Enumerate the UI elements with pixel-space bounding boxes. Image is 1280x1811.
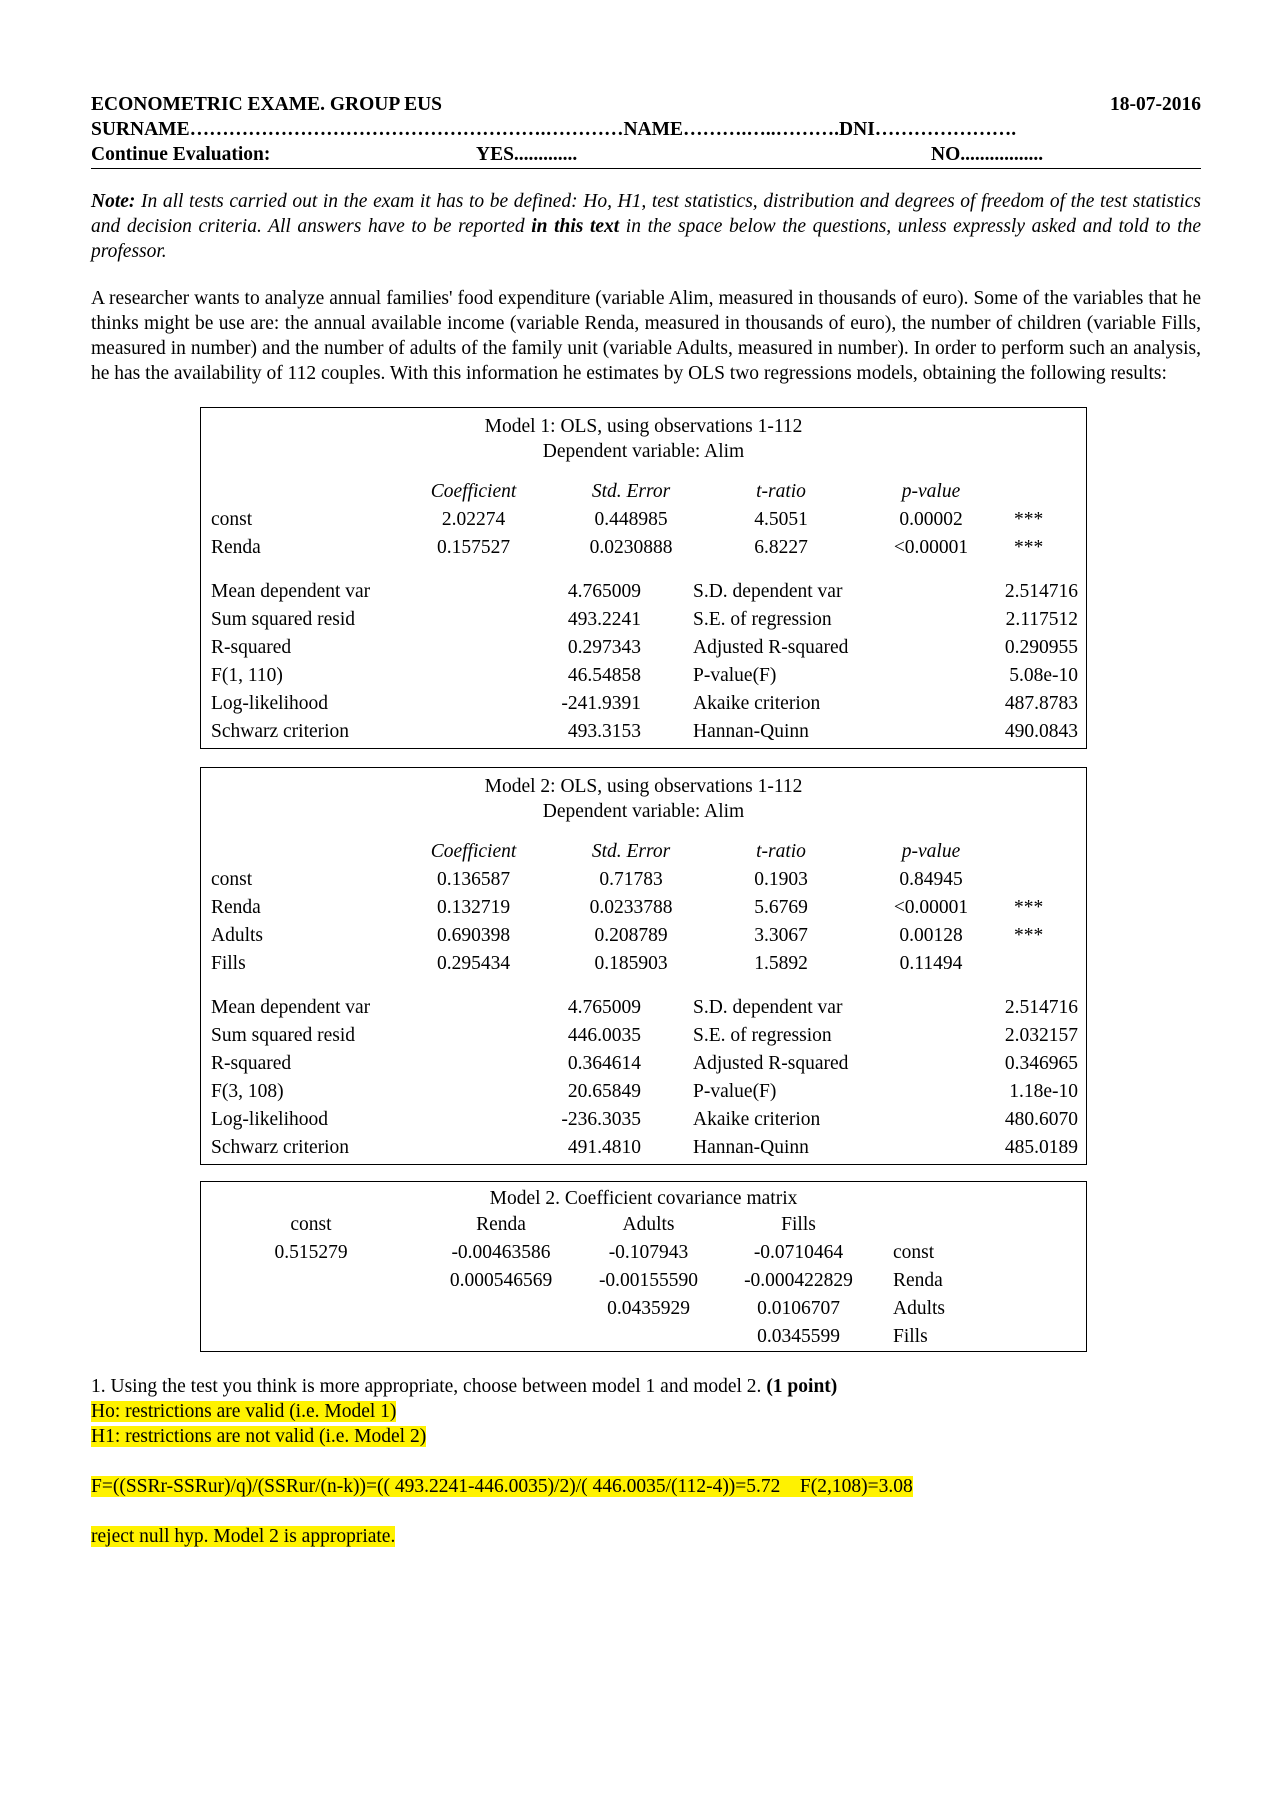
significance-stars [1006, 866, 1086, 894]
coef-header: p-value [901, 841, 961, 862]
stat-value: 5.08e-10 [1009, 665, 1078, 686]
model2-output-box [200, 767, 1087, 1165]
stat-label: Log-likelihood [211, 693, 328, 714]
model2-stats-table [201, 994, 1086, 1162]
covariance-value [581, 1323, 716, 1351]
stat-label: F(1, 110) [211, 665, 283, 686]
stat-label: S.D. dependent var [693, 581, 843, 602]
covariance-value: 0.0345599 [757, 1326, 840, 1347]
stat-value: -236.3035 [561, 1109, 641, 1130]
stat-label: Hannan-Quinn [693, 1137, 809, 1158]
stat-value: 490.0843 [1004, 721, 1078, 742]
stat-label: Hannan-Quinn [693, 721, 809, 742]
stat-value: 493.3153 [567, 721, 641, 742]
question-1 [91, 1374, 1201, 1399]
std-error-value: 0.208789 [594, 925, 668, 946]
stat-value: 4.765009 [567, 997, 641, 1018]
coefficient-value: 0.136587 [436, 869, 511, 890]
coef-header: Coefficient [430, 841, 517, 862]
stat-label: F(3, 108) [211, 1081, 284, 1102]
model2-title: Model 2: OLS, using observations 1-112 [484, 776, 803, 797]
coef-row [201, 866, 1086, 894]
covariance-matrix-box [200, 1181, 1087, 1352]
covariance-value: -0.0710464 [753, 1242, 844, 1263]
significance-stars: *** [1014, 897, 1044, 918]
coef-header: t-ratio [756, 481, 806, 502]
question-1-points: (1 point) [766, 1376, 838, 1397]
covariance-value: 0.000546569 [449, 1270, 553, 1291]
stat-value: 2.514716 [1004, 997, 1078, 1018]
question-1-text: 1. Using the test you think is more appropriate, choose between model 1 and model 2. [91, 1376, 767, 1397]
model1-output-box [200, 407, 1087, 749]
t-ratio-value: 5.6769 [754, 897, 808, 918]
stat-label: Akaike criterion [693, 693, 821, 714]
covariance-table [201, 1211, 1086, 1351]
stat-label: S.D. dependent var [693, 997, 843, 1018]
coef-header: Std. Error [591, 481, 671, 502]
answer-alt-hypothesis: H1: restrictions are not valid (i.e. Model 2) [91, 1426, 427, 1447]
std-error-value: 0.0230888 [589, 537, 673, 558]
stat-value: -241.9391 [561, 693, 641, 714]
p-value: <0.00001 [893, 537, 969, 558]
stat-label: Schwarz criterion [211, 1137, 350, 1158]
significance-stars: *** [1014, 537, 1044, 558]
note-label: Note: [91, 191, 136, 212]
covariance-row [201, 1323, 1086, 1351]
coef-header-row [201, 478, 1086, 506]
stat-label: Mean dependent var [211, 997, 371, 1018]
covariance-value [421, 1295, 581, 1323]
coef-row [201, 950, 1086, 978]
stat-value: 2.514716 [1004, 581, 1078, 602]
covariance-row [201, 1267, 1086, 1295]
stat-value: 0.364614 [567, 1053, 641, 1074]
coefficient-value: 0.690398 [436, 925, 511, 946]
answer-conclusion: reject null hyp. Model 2 is appropriate. [91, 1526, 396, 1547]
model1-dependent: Dependent variable: Alim [542, 441, 745, 462]
variable-name: Renda [211, 537, 261, 558]
variable-name: Renda [211, 897, 261, 918]
cov-header: Fills [781, 1214, 816, 1235]
t-ratio-value: 0.1903 [754, 869, 808, 890]
significance-stars: *** [1014, 509, 1044, 530]
model2-dependent: Dependent variable: Alim [542, 801, 745, 822]
p-value: 0.84945 [899, 869, 963, 890]
stat-label: Adjusted R-squared [693, 637, 849, 658]
coefficient-value: 2.02274 [441, 509, 506, 530]
stat-label: Log-likelihood [211, 1109, 328, 1130]
cov-header: const [290, 1214, 332, 1235]
stats-row [201, 994, 1086, 1022]
stat-value: 0.290955 [1004, 637, 1078, 658]
model1-stats-table [201, 578, 1086, 746]
covariance-row [201, 1239, 1086, 1267]
covariance-value: -0.00155590 [598, 1270, 699, 1291]
std-error-value: 0.448985 [594, 509, 668, 530]
model1-coef-table [201, 478, 1086, 562]
stat-label: Schwarz criterion [211, 721, 350, 742]
covariance-value: 0.515279 [274, 1242, 348, 1263]
stats-row [201, 1078, 1086, 1106]
stat-value: 20.65849 [567, 1081, 641, 1102]
exam-title-row [91, 92, 1201, 117]
stats-row [201, 718, 1086, 746]
std-error-value: 0.0233788 [589, 897, 673, 918]
exam-page [91, 92, 1201, 1549]
no-option: NO................. [931, 144, 1044, 165]
continue-evaluation-label: Continue Evaluation: [91, 144, 271, 165]
stat-value: 0.297343 [567, 637, 641, 658]
covariance-value [201, 1295, 421, 1323]
coef-header-row [201, 838, 1086, 866]
coef-header: p-value [901, 481, 961, 502]
note-emphasis: in this text [531, 216, 620, 237]
coef-header: Std. Error [591, 841, 671, 862]
cov-header: Adults [622, 1214, 675, 1235]
stat-value: 1.18e-10 [1009, 1081, 1078, 1102]
stat-label: Mean dependent var [211, 581, 371, 602]
stat-label: Akaike criterion [693, 1109, 821, 1130]
stat-label: Sum squared resid [211, 609, 356, 630]
covariance-value [421, 1323, 581, 1351]
stat-value: 493.2241 [567, 609, 641, 630]
stat-label: P-value(F) [693, 665, 777, 686]
model2-coef-table [201, 838, 1086, 978]
cov-header: Renda [476, 1214, 526, 1235]
stats-row [201, 662, 1086, 690]
p-value: 0.00002 [899, 509, 963, 530]
stat-value: 487.8783 [1004, 693, 1078, 714]
header-divider [91, 168, 1201, 169]
t-ratio-value: 4.5051 [754, 509, 808, 530]
covariance-value: -0.107943 [608, 1242, 689, 1263]
answer-null-hypothesis: Ho: restrictions are valid (i.e. Model 1) [91, 1401, 397, 1422]
covariance-value: 0.0435929 [607, 1298, 690, 1319]
t-ratio-value: 1.5892 [754, 953, 808, 974]
covariance-row [201, 1295, 1086, 1323]
exam-date: 18-07-2016 [1110, 94, 1201, 115]
covariance-value: -0.000422829 [744, 1270, 853, 1291]
covariance-row-label: Adults [893, 1298, 946, 1319]
coefficient-value: 0.132719 [436, 897, 511, 918]
stats-row [201, 1106, 1086, 1134]
p-value: 0.11494 [899, 953, 963, 974]
surname-line: SURNAME……………………………………………….…………NAME……….…..……….DNI…………………. [91, 119, 1017, 140]
stat-value: 4.765009 [567, 581, 641, 602]
coef-row [201, 534, 1086, 562]
yes-option: YES............. [476, 144, 578, 165]
covariance-value: -0.00463586 [451, 1242, 551, 1263]
stat-value: 2.032157 [1004, 1025, 1078, 1046]
covariance-value: 0.0106707 [757, 1298, 840, 1319]
problem-statement: A researcher wants to analyze annual families' food expenditure (variable Alim, measured in thousands of euro). Some of the variables that he thinks might be use are: the annual available income (variable Renda, measured in thousands of euro), the number of children (variable Fills, measured in number) and the number of adults of the family unit (variable Adults, measured in number). In order to perform such an analysis, he has the availability of 112 couples. With this information he estimates by OLS two regressions models, obtaining the following results: [91, 288, 1201, 384]
variable-name: const [211, 509, 253, 530]
continue-evaluation-row [91, 142, 1201, 167]
t-ratio-value: 3.3067 [754, 925, 808, 946]
variable-name: Fills [211, 953, 246, 974]
p-value: 0.00128 [899, 925, 963, 946]
stat-label: Adjusted R-squared [693, 1053, 849, 1074]
significance-stars: *** [1014, 925, 1044, 946]
stat-value: 46.54858 [567, 665, 641, 686]
p-value: <0.00001 [893, 897, 969, 918]
stat-label: R-squared [211, 1053, 292, 1074]
stat-value: 2.117512 [1005, 609, 1078, 630]
stats-row [201, 1134, 1086, 1162]
note-text-a: In all tests carried out in the exam it has to be defined: Ho, H1, test statistics, distribution and degrees of freedom of the test statistics and decision criteria. All answers have to be reported [91, 191, 1201, 237]
stat-label: R-squared [211, 637, 292, 658]
coef-header: Coefficient [430, 481, 517, 502]
stat-label: S.E. of regression [693, 1025, 832, 1046]
stats-row [201, 634, 1086, 662]
exam-note [91, 189, 1201, 264]
note-text-b: in the space below the questions, unless expressly asked and told to the professor. [91, 216, 1201, 262]
answer-f-test-formula: F=((SSRr-SSRur)/q)/(SSRur/(n-k))=(( 493.2241-446.0035)/2)/( 446.0035/(112-4))=5.72 F(2,108)=3.08 [91, 1476, 913, 1497]
stat-value: 485.0189 [1004, 1137, 1078, 1158]
std-error-value: 0.71783 [599, 869, 663, 890]
coefficient-value: 0.157527 [436, 537, 511, 558]
stats-row [201, 578, 1086, 606]
coef-row [201, 922, 1086, 950]
stats-row [201, 606, 1086, 634]
stats-row [201, 1050, 1086, 1078]
variable-name: const [211, 869, 253, 890]
t-ratio-value: 6.8227 [754, 537, 808, 558]
covariance-title: Model 2. Coefficient covariance matrix [489, 1188, 798, 1209]
coef-header: t-ratio [756, 841, 806, 862]
stat-label: S.E. of regression [693, 609, 832, 630]
covariance-value [201, 1323, 421, 1351]
stat-value: 491.4810 [567, 1137, 641, 1158]
covariance-row-label: Fills [893, 1326, 928, 1347]
covariance-row-label: const [893, 1242, 935, 1263]
stat-value: 480.6070 [1004, 1109, 1078, 1130]
exam-title: ECONOMETRIC EXAME. GROUP EUS [91, 94, 443, 115]
variable-name: Adults [211, 925, 264, 946]
covariance-row-label: Renda [893, 1270, 943, 1291]
coefficient-value: 0.295434 [436, 953, 511, 974]
significance-stars [1006, 950, 1086, 978]
stat-value: 446.0035 [567, 1025, 641, 1046]
covariance-value [201, 1267, 421, 1295]
stats-row [201, 1022, 1086, 1050]
coef-row [201, 506, 1086, 534]
stat-value: 0.346965 [1004, 1053, 1078, 1074]
model1-title: Model 1: OLS, using observations 1-112 [484, 416, 803, 437]
stats-row [201, 690, 1086, 718]
stat-label: P-value(F) [693, 1081, 777, 1102]
stat-label: Sum squared resid [211, 1025, 356, 1046]
std-error-value: 0.185903 [594, 953, 668, 974]
covariance-header-row [201, 1211, 1086, 1239]
coef-row [201, 894, 1086, 922]
